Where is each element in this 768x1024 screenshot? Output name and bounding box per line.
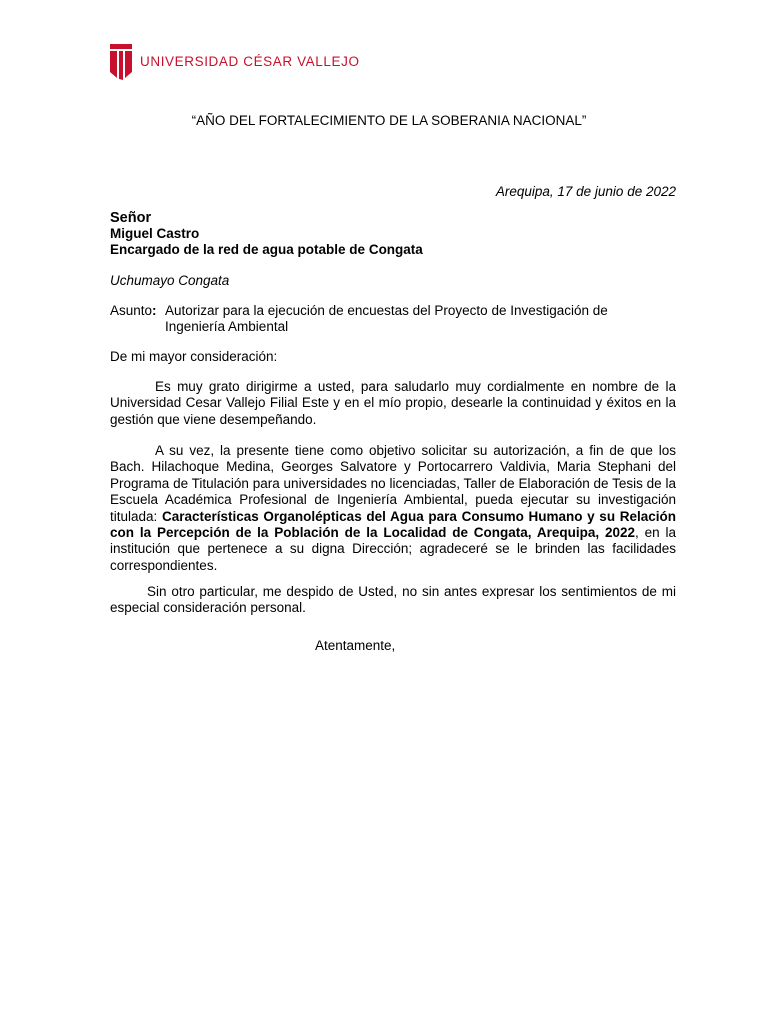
university-logo xyxy=(108,42,360,80)
subject-text: Autorizar para la ejecución de encuestas del Proyecto de Investigación de Ingeniería Ambiental xyxy=(165,303,608,334)
paragraph-1: Es muy grato dirigirme a usted, para saludarlo muy cordialmente en nombre de la Universidad Cesar Vallejo Filial Este y en el mío propio, desearle la continuidad y éxitos en la gestión que viene desempeñando. xyxy=(110,379,676,427)
closing: Atentamente, xyxy=(315,638,396,653)
subject-label xyxy=(110,303,157,318)
subject-label-text: Asunto xyxy=(110,303,153,318)
ucv-shield-icon xyxy=(108,42,134,80)
paragraph-3: Sin otro particular, me despido de Usted, no sin antes expresar los sentimientos de mi especial consideración personal. xyxy=(110,584,676,616)
year-motto: “AÑO DEL FORTALECIMIENTO DE LA SOBERANIA NACIONAL” xyxy=(191,113,587,128)
greeting: De mi mayor consideración: xyxy=(110,349,278,364)
recipient-place: Uchumayo Congata xyxy=(110,273,230,288)
subject-colon: : xyxy=(152,303,157,318)
paragraph-2-intro: A su vez, la presente tiene como objetivo solicitar su autorización, a fin de que los Bach. Hilachoque Medina, Georges Salvatore y Portocarrero Valdivia, Maria Stephani del Programa de Titulación para universidades no licenciadas, Taller de Elaboración de Tesis de la Escuela Académica Profesional de Ingeniería Ambiental, pueda ejecutar su investigación titulada: xyxy=(110,443,676,524)
recipient-name: Miguel Castro xyxy=(110,226,200,241)
letter-date: Arequipa, 17 de junio de 2022 xyxy=(495,184,676,199)
salutation: Señor xyxy=(110,210,152,226)
paragraph-2-outro: , en la institución que pertenece a su digna Dirección; agradeceré se le brinden las facilidades correspondientes. xyxy=(110,525,676,573)
thesis-title: Características Organolépticas del Agua para Consumo Humano y su Relación con la Percepción de la Población de la Localidad de Congata, Arequipa, 2022 xyxy=(110,508,676,541)
paragraph-2 xyxy=(110,443,676,574)
recipient-role: Encargado de la red de agua potable de Congata xyxy=(110,242,423,257)
logo-text: UNIVERSIDAD CÉSAR VALLEJO xyxy=(140,53,360,69)
